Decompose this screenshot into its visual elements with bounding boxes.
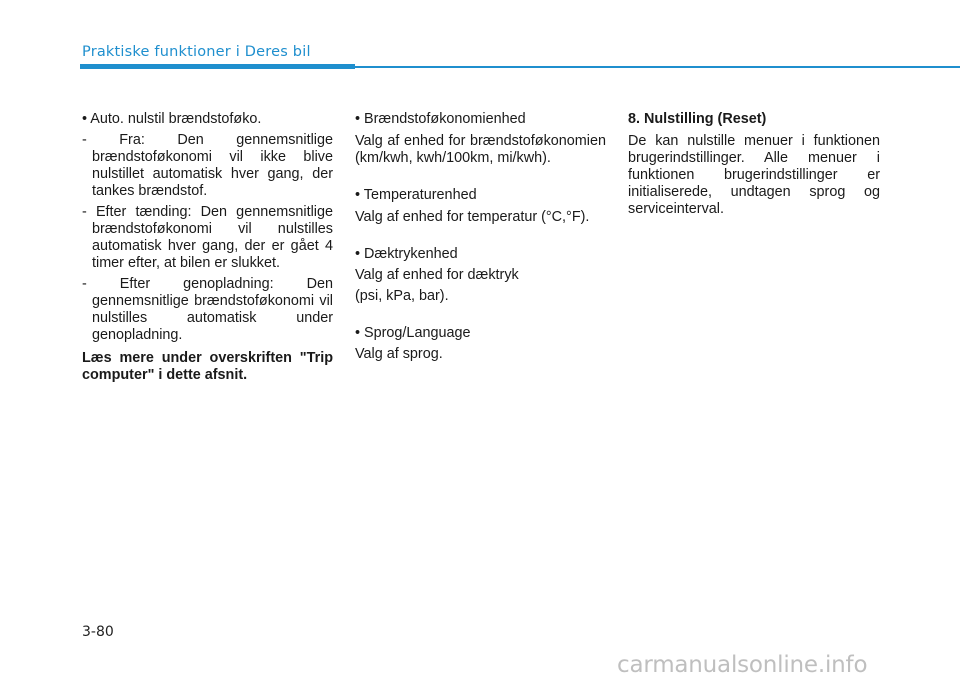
bullet-auto-reset: • Auto. nulstil brændstoføko.: [82, 111, 262, 127]
column-middle: [355, 111, 606, 363]
section-title: Praktiske funktioner i Deres bil: [82, 44, 311, 60]
dash-item-off: - Fra: Den gennemsnitlige brændstoføkonomi vil ikke blive nulstillet automatisk hver gang, der tankes brændstof.: [82, 132, 333, 199]
tire-pressure-unit-options: (psi, kPa, bar).: [355, 288, 449, 304]
dash-item-after-recharge: - Efter genopladning: Den gennemsnitlige brændstoføkonomi vil nulstilles automatisk under genopladning.: [82, 276, 333, 343]
header-accent-bar: [80, 64, 355, 69]
page-number: 3-80: [82, 624, 114, 640]
bullet-language: • Sprog/Language: [355, 325, 471, 341]
reset-heading: 8. Nulstilling (Reset): [628, 111, 767, 127]
bullet-tire-pressure-unit: • Dæktrykenhed: [355, 246, 458, 262]
column-left: [82, 111, 333, 384]
tire-pressure-unit-text: Valg af enhed for dæktryk: [355, 267, 519, 283]
fuel-unit-text: Valg af enhed for brændstoføkonomien (km/kwh, kwh/100km, mi/kwh).: [355, 133, 606, 166]
temperature-unit-text: Valg af enhed for temperatur (°C,°F).: [355, 209, 590, 225]
language-text: Valg af sprog.: [355, 346, 443, 362]
dash-item-after-ignition: - Efter tænding: Den gennemsnitlige brændstoføkonomi vil nulstilles automatisk hver gang, der er gået 4 timer efter, at bilen er slukket.: [82, 204, 333, 271]
watermark: carmanualsonline.info: [617, 652, 868, 678]
column-right: [628, 111, 880, 218]
bullet-temperature-unit: • Temperaturenhed: [355, 187, 477, 203]
note-trip-computer: Læs mere under overskriften "Trip computer" i dette afsnit.: [82, 350, 333, 383]
bullet-fuel-unit: • Brændstoføkonomienhed: [355, 111, 526, 127]
reset-text: De kan nulstille menuer i funktionen brugerindstillinger. Alle menuer i funktionen brugerindstillinger er initialiserede, undtagen sprog og serviceinterval.: [628, 133, 880, 217]
header-rule: [355, 66, 960, 68]
